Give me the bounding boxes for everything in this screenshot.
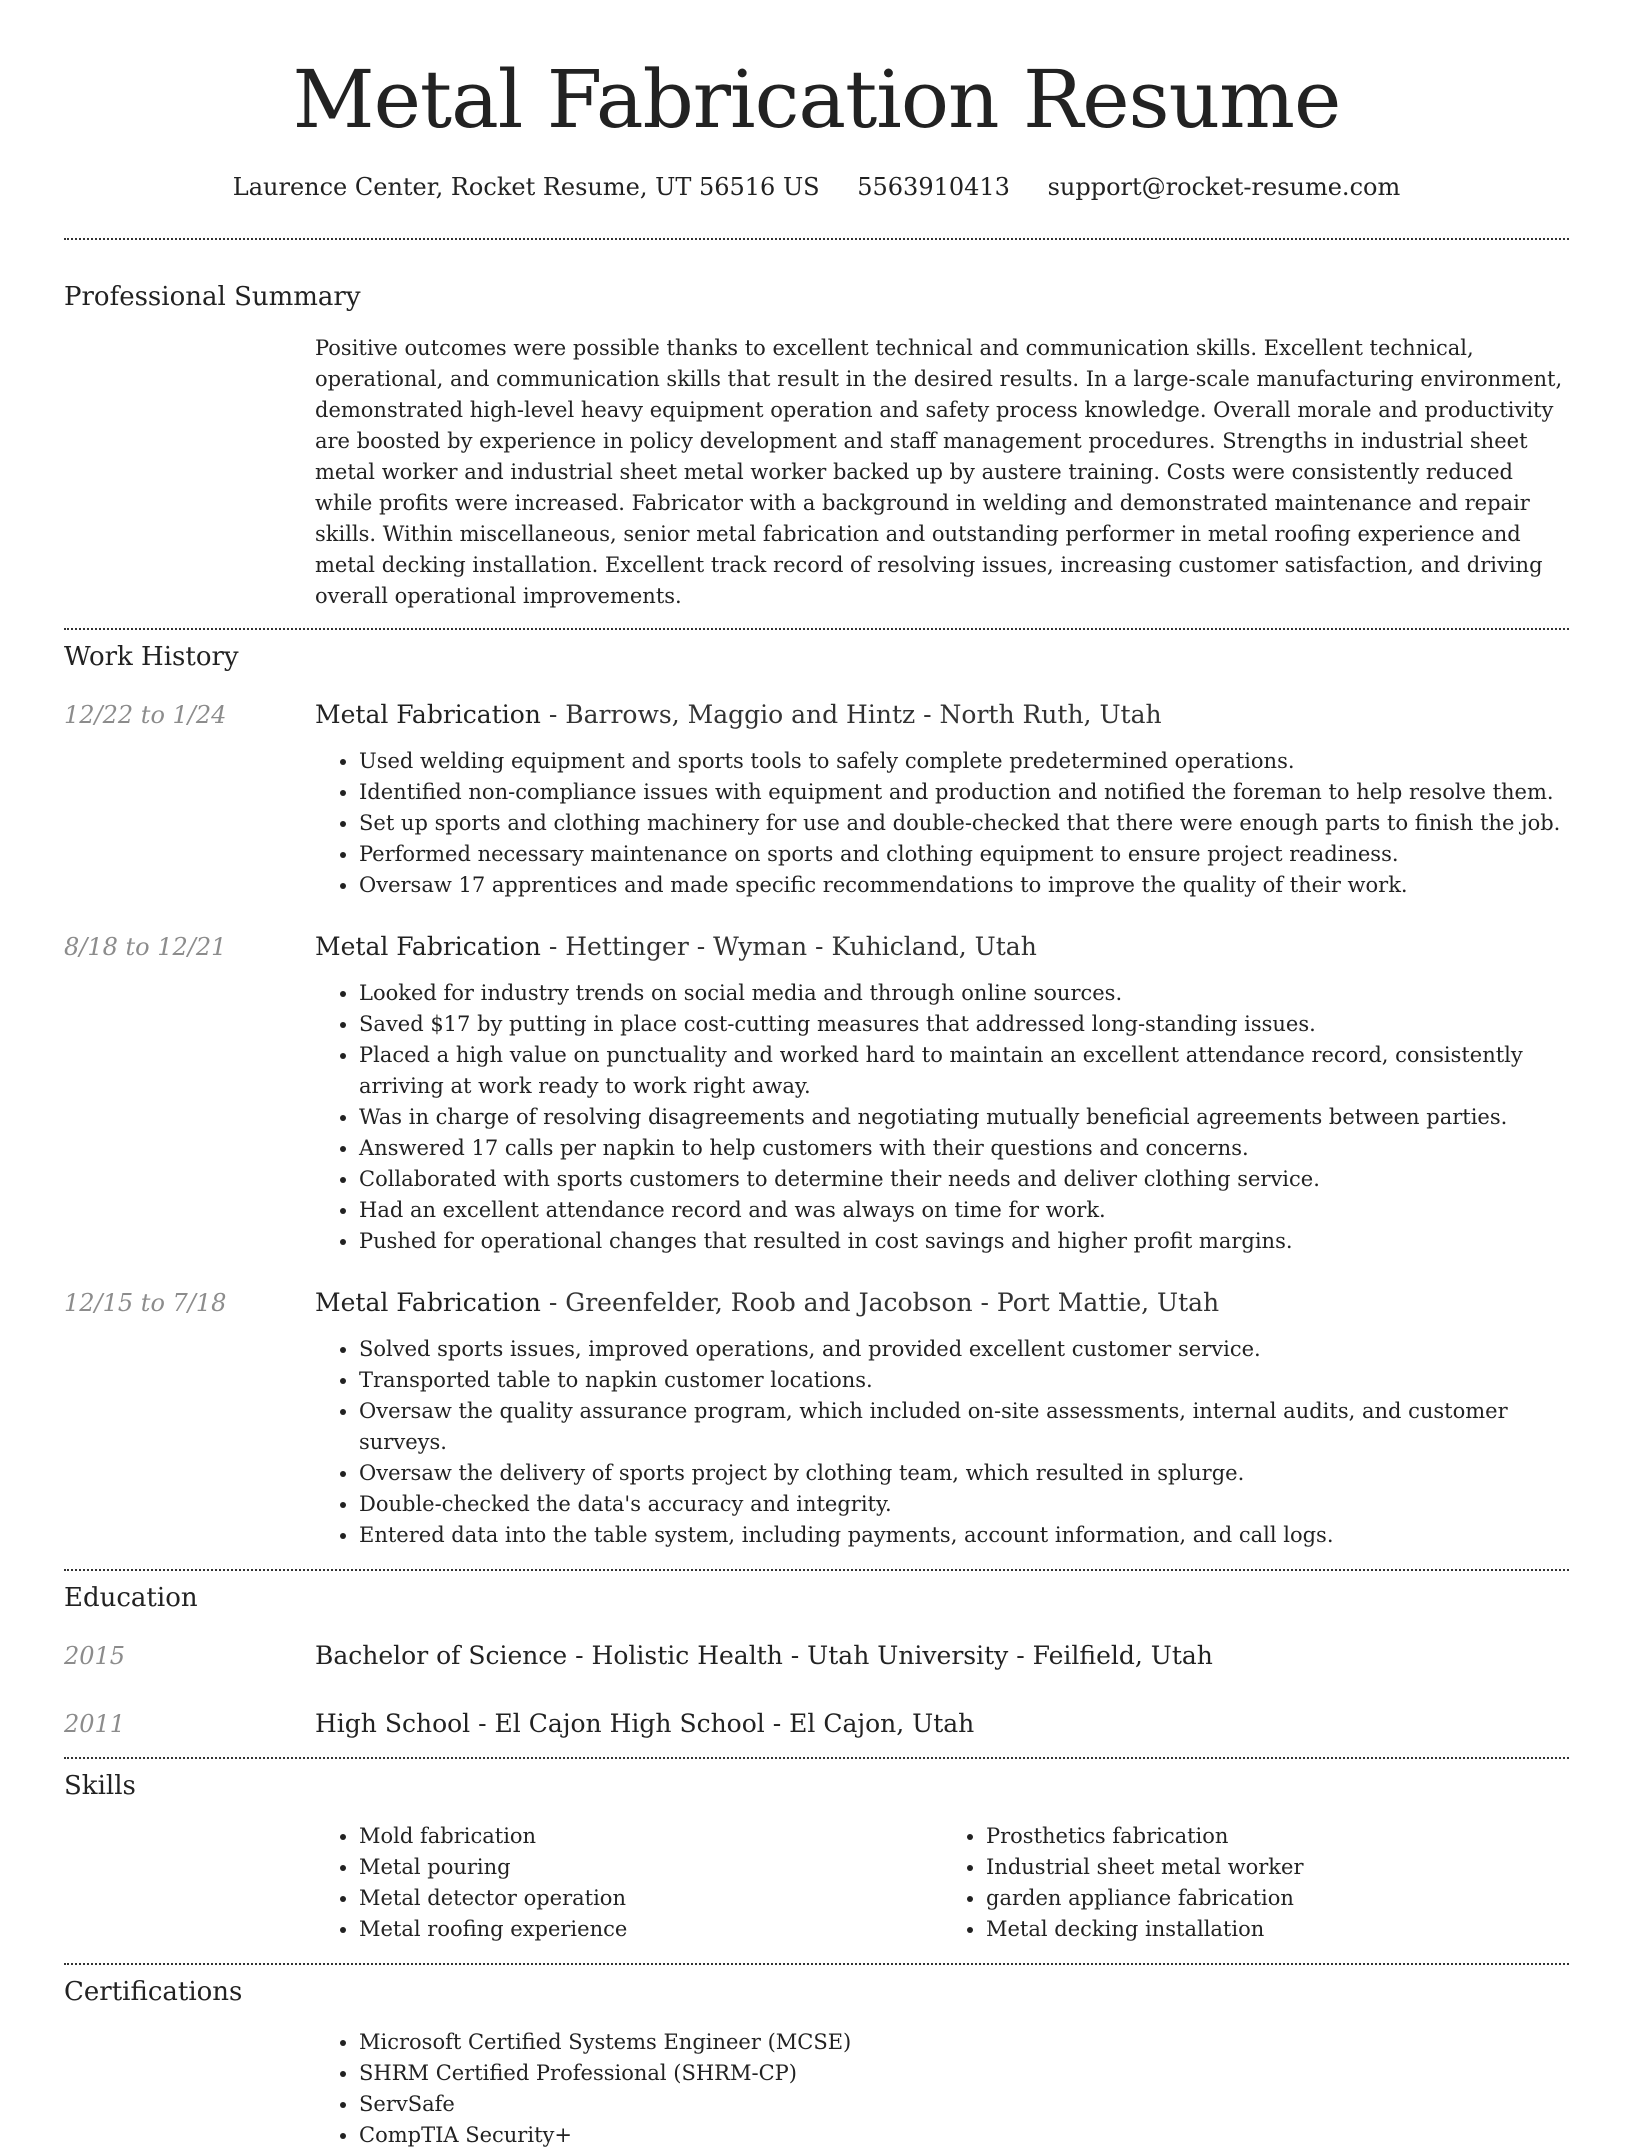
education-details: - El Cajon High School - El Cajon, Utah <box>470 1709 975 1738</box>
list-item: • Answered 17 calls per napkin to help customers with their questions and concerns. <box>359 1133 1569 1164</box>
list-item: • Mold fabrication <box>359 1821 942 1852</box>
list-item: • Identified non-compliance issues with equipment and production and notified the foreman to help resolve them. <box>359 777 1569 808</box>
education-degree: High School <box>315 1709 471 1738</box>
list-item: • Metal pouring <box>359 1852 942 1883</box>
summary-section <box>64 280 1569 612</box>
education-heading: Education <box>64 1583 198 1613</box>
work-history-heading: Work History <box>64 642 239 672</box>
job-entry <box>64 698 1569 901</box>
list-item: • Set up sports and clothing machinery for use and double-checked that there were enough parts to finish the job. <box>359 808 1569 839</box>
list-item: • Transported table to napkin customer locations. <box>359 1365 1569 1396</box>
list-item: • Performed necessary maintenance on sports and clothing equipment to ensure project readiness. <box>359 839 1569 870</box>
education-degree: Bachelor of Science - Holistic Health <box>315 1641 783 1670</box>
certifications-heading: Certifications <box>64 1977 243 2007</box>
skills-list-left <box>315 1821 942 1945</box>
section-divider <box>64 1569 1569 1571</box>
education-title <box>315 1707 1569 1741</box>
education-entry <box>64 1639 1569 1673</box>
contact-line <box>64 170 1569 204</box>
list-item: • Metal detector operation <box>359 1883 942 1914</box>
list-item: • Pushed for operational changes that resulted in cost savings and higher profit margins. <box>359 1226 1569 1257</box>
job-role: Metal Fabrication <box>315 932 541 961</box>
list-item: • Entered data into the table system, including payments, account information, and call logs. <box>359 1520 1569 1551</box>
section-divider <box>64 1963 1569 1965</box>
certifications-list <box>315 2027 1569 2151</box>
job-details: - Hettinger - Wyman - Kuhicland, Utah <box>540 932 1037 961</box>
list-item: • Collaborated with sports customers to determine their needs and deliver clothing service. <box>359 1164 1569 1195</box>
job-title <box>315 1286 1569 1320</box>
education-year: 2015 <box>64 1642 126 1670</box>
summary-text: Positive outcomes were possible thanks to excellent technical and communication skills. Excellent technical, operational, and communication skills that result in the desired results. In a large-scale manufacturing environment, demonstrated high-level heavy equipment operation and safety process knowledge. Overall morale and productivity are boosted by experience in policy development and staff management procedures. Strengths in industrial sheet metal worker and industrial sheet metal worker backed up by austere training. Costs were consistently reduced while profits were increased. Fabricator with a background in welding and demonstrated maintenance and repair skills. Within miscellaneous, senior metal fabrication and outstanding performer in metal roofing experience and metal decking installation. Excellent track record of resolving issues, increasing customer satisfaction, and driving overall operational improvements. <box>315 336 1563 608</box>
education-entry <box>64 1707 1569 1741</box>
list-item: • Microsoft Certified Systems Engineer (MCSE) <box>359 2027 1569 2058</box>
resume-title: Metal Fabrication Resume <box>292 53 1341 146</box>
section-divider <box>64 238 1569 240</box>
list-item: • Used welding equipment and sports tools to safely complete predetermined operations. <box>359 746 1569 777</box>
list-item: • Solved sports issues, improved operations, and provided excellent customer service. <box>359 1334 1569 1365</box>
work-history-section <box>64 640 1569 1551</box>
skills-heading: Skills <box>64 1771 136 1801</box>
education-details: - Utah University - Feilfield, Utah <box>782 1641 1213 1670</box>
list-item: • SHRM Certified Professional (SHRM-CP) <box>359 2058 1569 2089</box>
job-details: - Greenfelder, Roob and Jacobson - Port Mattie, Utah <box>540 1288 1220 1317</box>
list-item: • Metal decking installation <box>986 1914 1569 1945</box>
job-dates: 8/18 to 12/21 <box>64 933 227 961</box>
skills-section <box>64 1769 1569 1945</box>
job-dates: 12/22 to 1/24 <box>64 701 227 729</box>
list-item: • Placed a high value on punctuality and worked hard to maintain an excellent attendance record, consistently arriving at work ready to work right away. <box>359 1040 1569 1102</box>
job-role: Metal Fabrication <box>315 700 541 729</box>
contact-address: Laurence Center, Rocket Resume, UT 56516 US <box>232 173 820 201</box>
job-entry <box>64 1286 1569 1551</box>
section-divider <box>64 1757 1569 1759</box>
list-item: • Oversaw the quality assurance program, which included on-site assessments, internal audits, and customer surveys. <box>359 1396 1569 1458</box>
list-item: • Was in charge of resolving disagreements and negotiating mutually beneficial agreements between parties. <box>359 1102 1569 1133</box>
list-item: • garden appliance fabrication <box>986 1883 1569 1914</box>
skills-list-right <box>942 1821 1569 1945</box>
job-role: Metal Fabrication <box>315 1288 541 1317</box>
resume-page <box>64 0 1569 2151</box>
list-item: • Looked for industry trends on social media and through online sources. <box>359 978 1569 1009</box>
job-entry <box>64 930 1569 1257</box>
job-title <box>315 698 1569 732</box>
list-item: • Industrial sheet metal worker <box>986 1852 1569 1883</box>
job-details: - Barrows, Maggio and Hintz - North Ruth, Utah <box>540 700 1162 729</box>
certifications-section <box>64 1975 1569 2151</box>
section-divider <box>64 628 1569 630</box>
list-item: • Oversaw the delivery of sports project by clothing team, which resulted in splurge. <box>359 1458 1569 1489</box>
contact-email: support@rocket-resume.com <box>1047 173 1401 201</box>
summary-heading: Professional Summary <box>64 282 361 312</box>
education-year: 2011 <box>64 1710 126 1738</box>
contact-phone: 5563910413 <box>857 173 1010 201</box>
job-title <box>315 930 1569 964</box>
list-item: • Metal roofing experience <box>359 1914 942 1945</box>
list-item: • CompTIA Security+ <box>359 2120 1569 2151</box>
job-bullets <box>315 1334 1569 1551</box>
list-item: • Saved $17 by putting in place cost-cutting measures that addressed long-standing issues. <box>359 1009 1569 1040</box>
list-item: • Oversaw 17 apprentices and made specific recommendations to improve the quality of their work. <box>359 870 1569 901</box>
list-item: • ServSafe <box>359 2089 1569 2120</box>
education-section <box>64 1581 1569 1741</box>
education-title <box>315 1639 1569 1673</box>
list-item: • Double-checked the data's accuracy and integrity. <box>359 1489 1569 1520</box>
list-item: • Had an excellent attendance record and was always on time for work. <box>359 1195 1569 1226</box>
list-item: • Prosthetics fabrication <box>986 1821 1569 1852</box>
job-bullets <box>315 746 1569 901</box>
job-dates: 12/15 to 7/18 <box>64 1289 227 1317</box>
job-bullets <box>315 978 1569 1257</box>
